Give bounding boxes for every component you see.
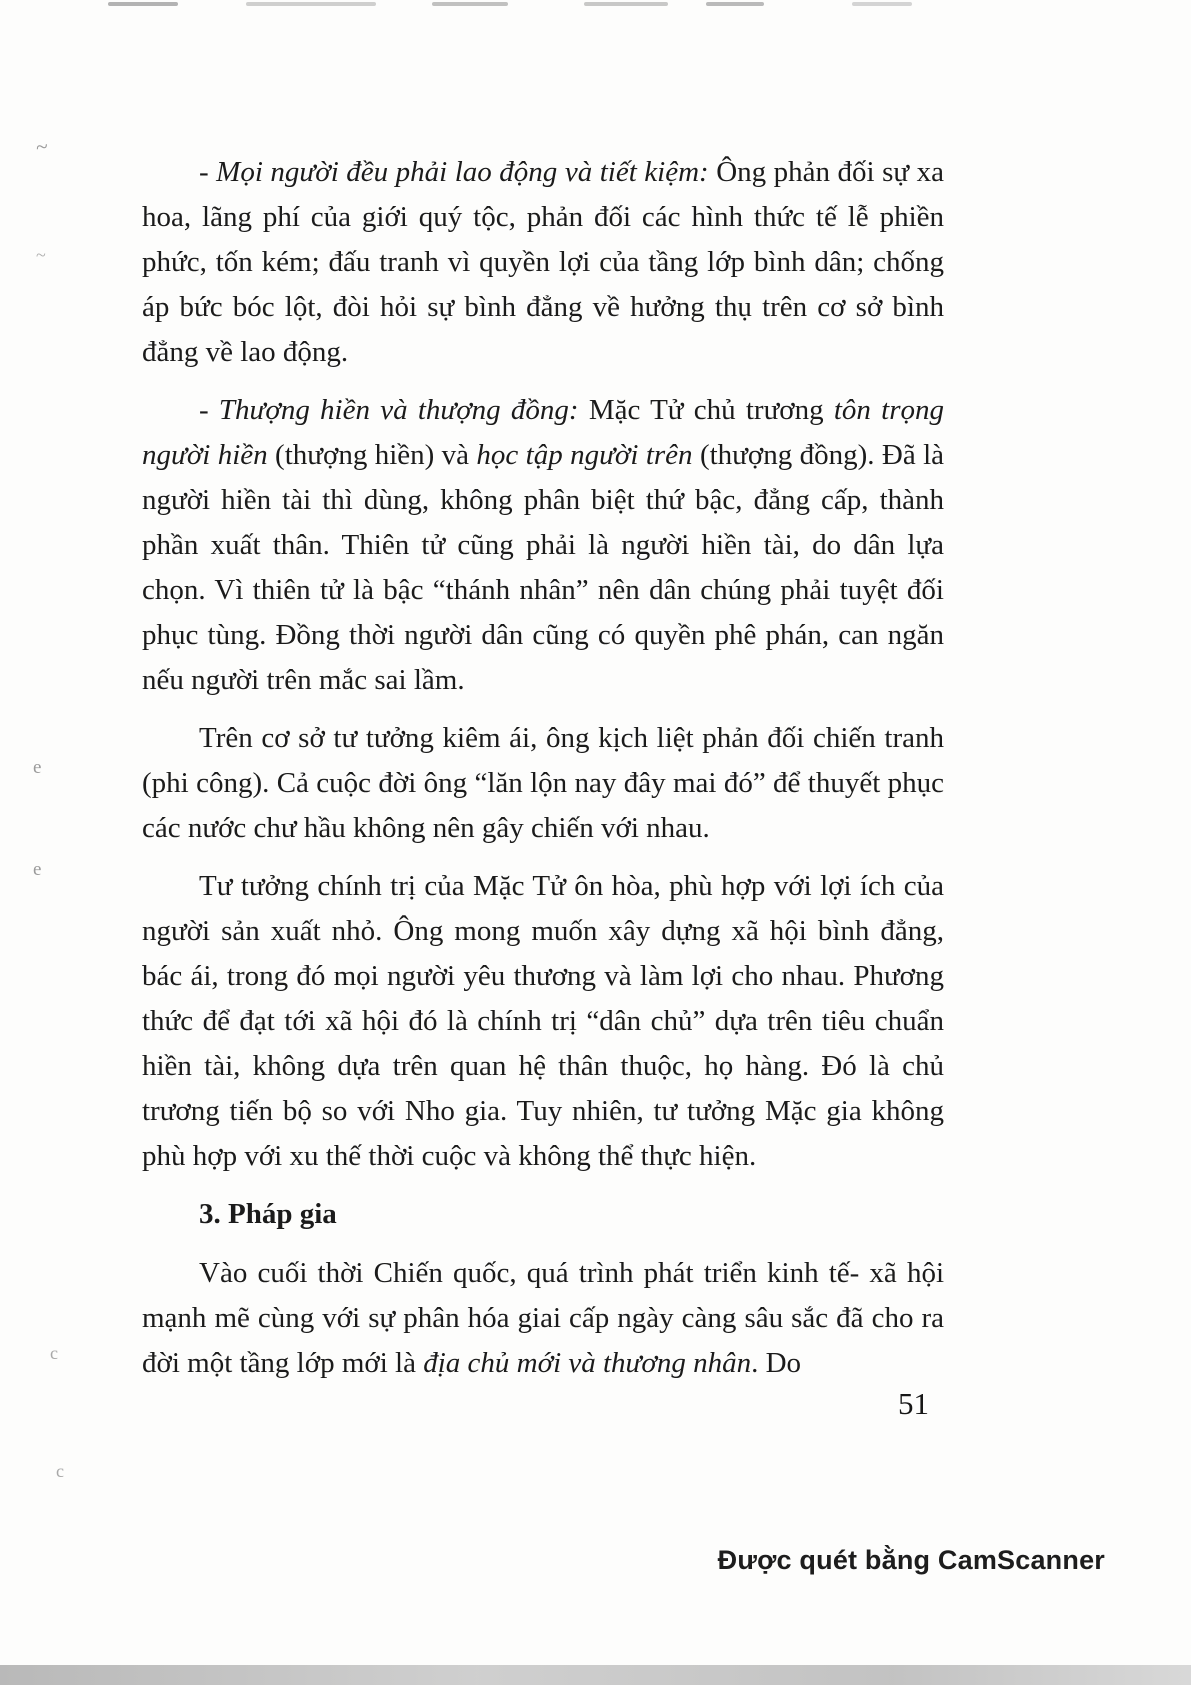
paragraph-lead-italic: - Mọi người đều phải lao động và tiết kiệm: [199,156,709,188]
inline-italic-term: tôn trọng người hiền [142,394,945,471]
paragraph-body-text: Vào cuối thời Chiến quốc, quá trình phát triển kinh tế- xã hội mạnh mẽ cùng với sự phân hóa giai cấp ngày càng sâu sắc đã cho ra đời một tầng lớp mới là [142,1257,944,1379]
paragraph-body-text: . Do [751,1347,802,1379]
page-text [142,150,944,1399]
inline-italic-term: học tập người trên [476,439,693,471]
scan-artifact: ~ [34,133,50,160]
paragraph-body-text: (thượng đồng). Đã là người hiền tài thì dùng, không phân biệt thứ bậc, đẳng cấp, thành phần xuất thân. Thiên tử cũng phải là người hiền tài, do dân lựa chọn. Vì thiên tử là bậc “thánh nhân” nên dân chúng phải tuyệt đối phục tùng. Đồng thời người dân cũng có quyền phê phán, can ngăn nếu người trên mắc sai lầm. [142,439,945,696]
scan-artifact: ~ [36,245,46,265]
paragraph-anti-war [142,716,944,851]
scan-smudge [706,2,764,6]
scan-smudge [246,2,376,6]
scan-edge-bottom [0,1665,1191,1685]
paragraph-thuong-hien [142,388,944,703]
scan-artifact: e [33,859,42,880]
paragraph-body-text: Tư tưởng chính trị của Mặc Tử ôn hòa, phù hợp với lợi ích của người sản xuất nhỏ. Ông mong muốn xây dựng xã hội bình đẳng, bác ái, trong đó mọi người yêu thương và làm lợi cho nhau. Phương thức để đạt tới xã hội đó là chính trị “dân chủ” dựa trên tiêu chuẩn hiền tài, không dựa trên quan hệ thân thuộc, họ hàng. Đó là chủ trương tiến bộ so với Nho gia. Tuy nhiên, tư tưởng Mặc gia không phù hợp với xu thế thời cuộc và không thể thực hiện. [142,870,944,1172]
paragraph-political-thought [142,864,944,1179]
scan-smudge [432,2,508,6]
scan-smudge [108,2,178,6]
paragraph-lead-italic: - Thượng hiền và thượng đồng: [199,394,579,426]
paragraph-body-text: Mặc Tử chủ trương [578,394,834,426]
paragraph-chien-quoc [142,1251,944,1386]
paragraph-labor-thrift [142,150,944,375]
page-number: 51 [898,1386,929,1421]
scan-edge-top [0,0,1191,10]
inline-italic-term: địa chủ mới và thương nhân [423,1347,752,1379]
scan-smudge [584,2,668,6]
scan-artifact: e [33,757,42,778]
paragraph-body-text: Trên cơ sở tư tưởng kiêm ái, ông kịch liệt phản đối chiến tranh (phi công). Cả cuộc đời ông “lăn lộn nay đây mai đó” để thuyết phục các nước chư hầu không nên gây chiến với nhau. [142,722,944,844]
section-heading-phap-gia: 3. Pháp gia [199,1198,337,1230]
paragraph-body-text: (thượng hiền) và [267,439,477,471]
paragraph-body-text: Ông phản đối sự xa hoa, lãng phí của giới quý tộc, phản đối các hình thức tế lễ phiền phức, tốn kém; đấu tranh vì quyền lợi của tầng lớp bình dân; chống áp bức bóc lột, đòi hỏi sự bình đẳng về hưởng thụ trên cơ sở bình đẳng về lao động. [142,156,944,368]
camscanner-watermark: Được quét bằng CamScanner [717,1545,1105,1575]
scan-artifact: c [50,1343,58,1363]
scan-smudge [852,2,912,6]
scan-artifact: c [56,1461,64,1481]
